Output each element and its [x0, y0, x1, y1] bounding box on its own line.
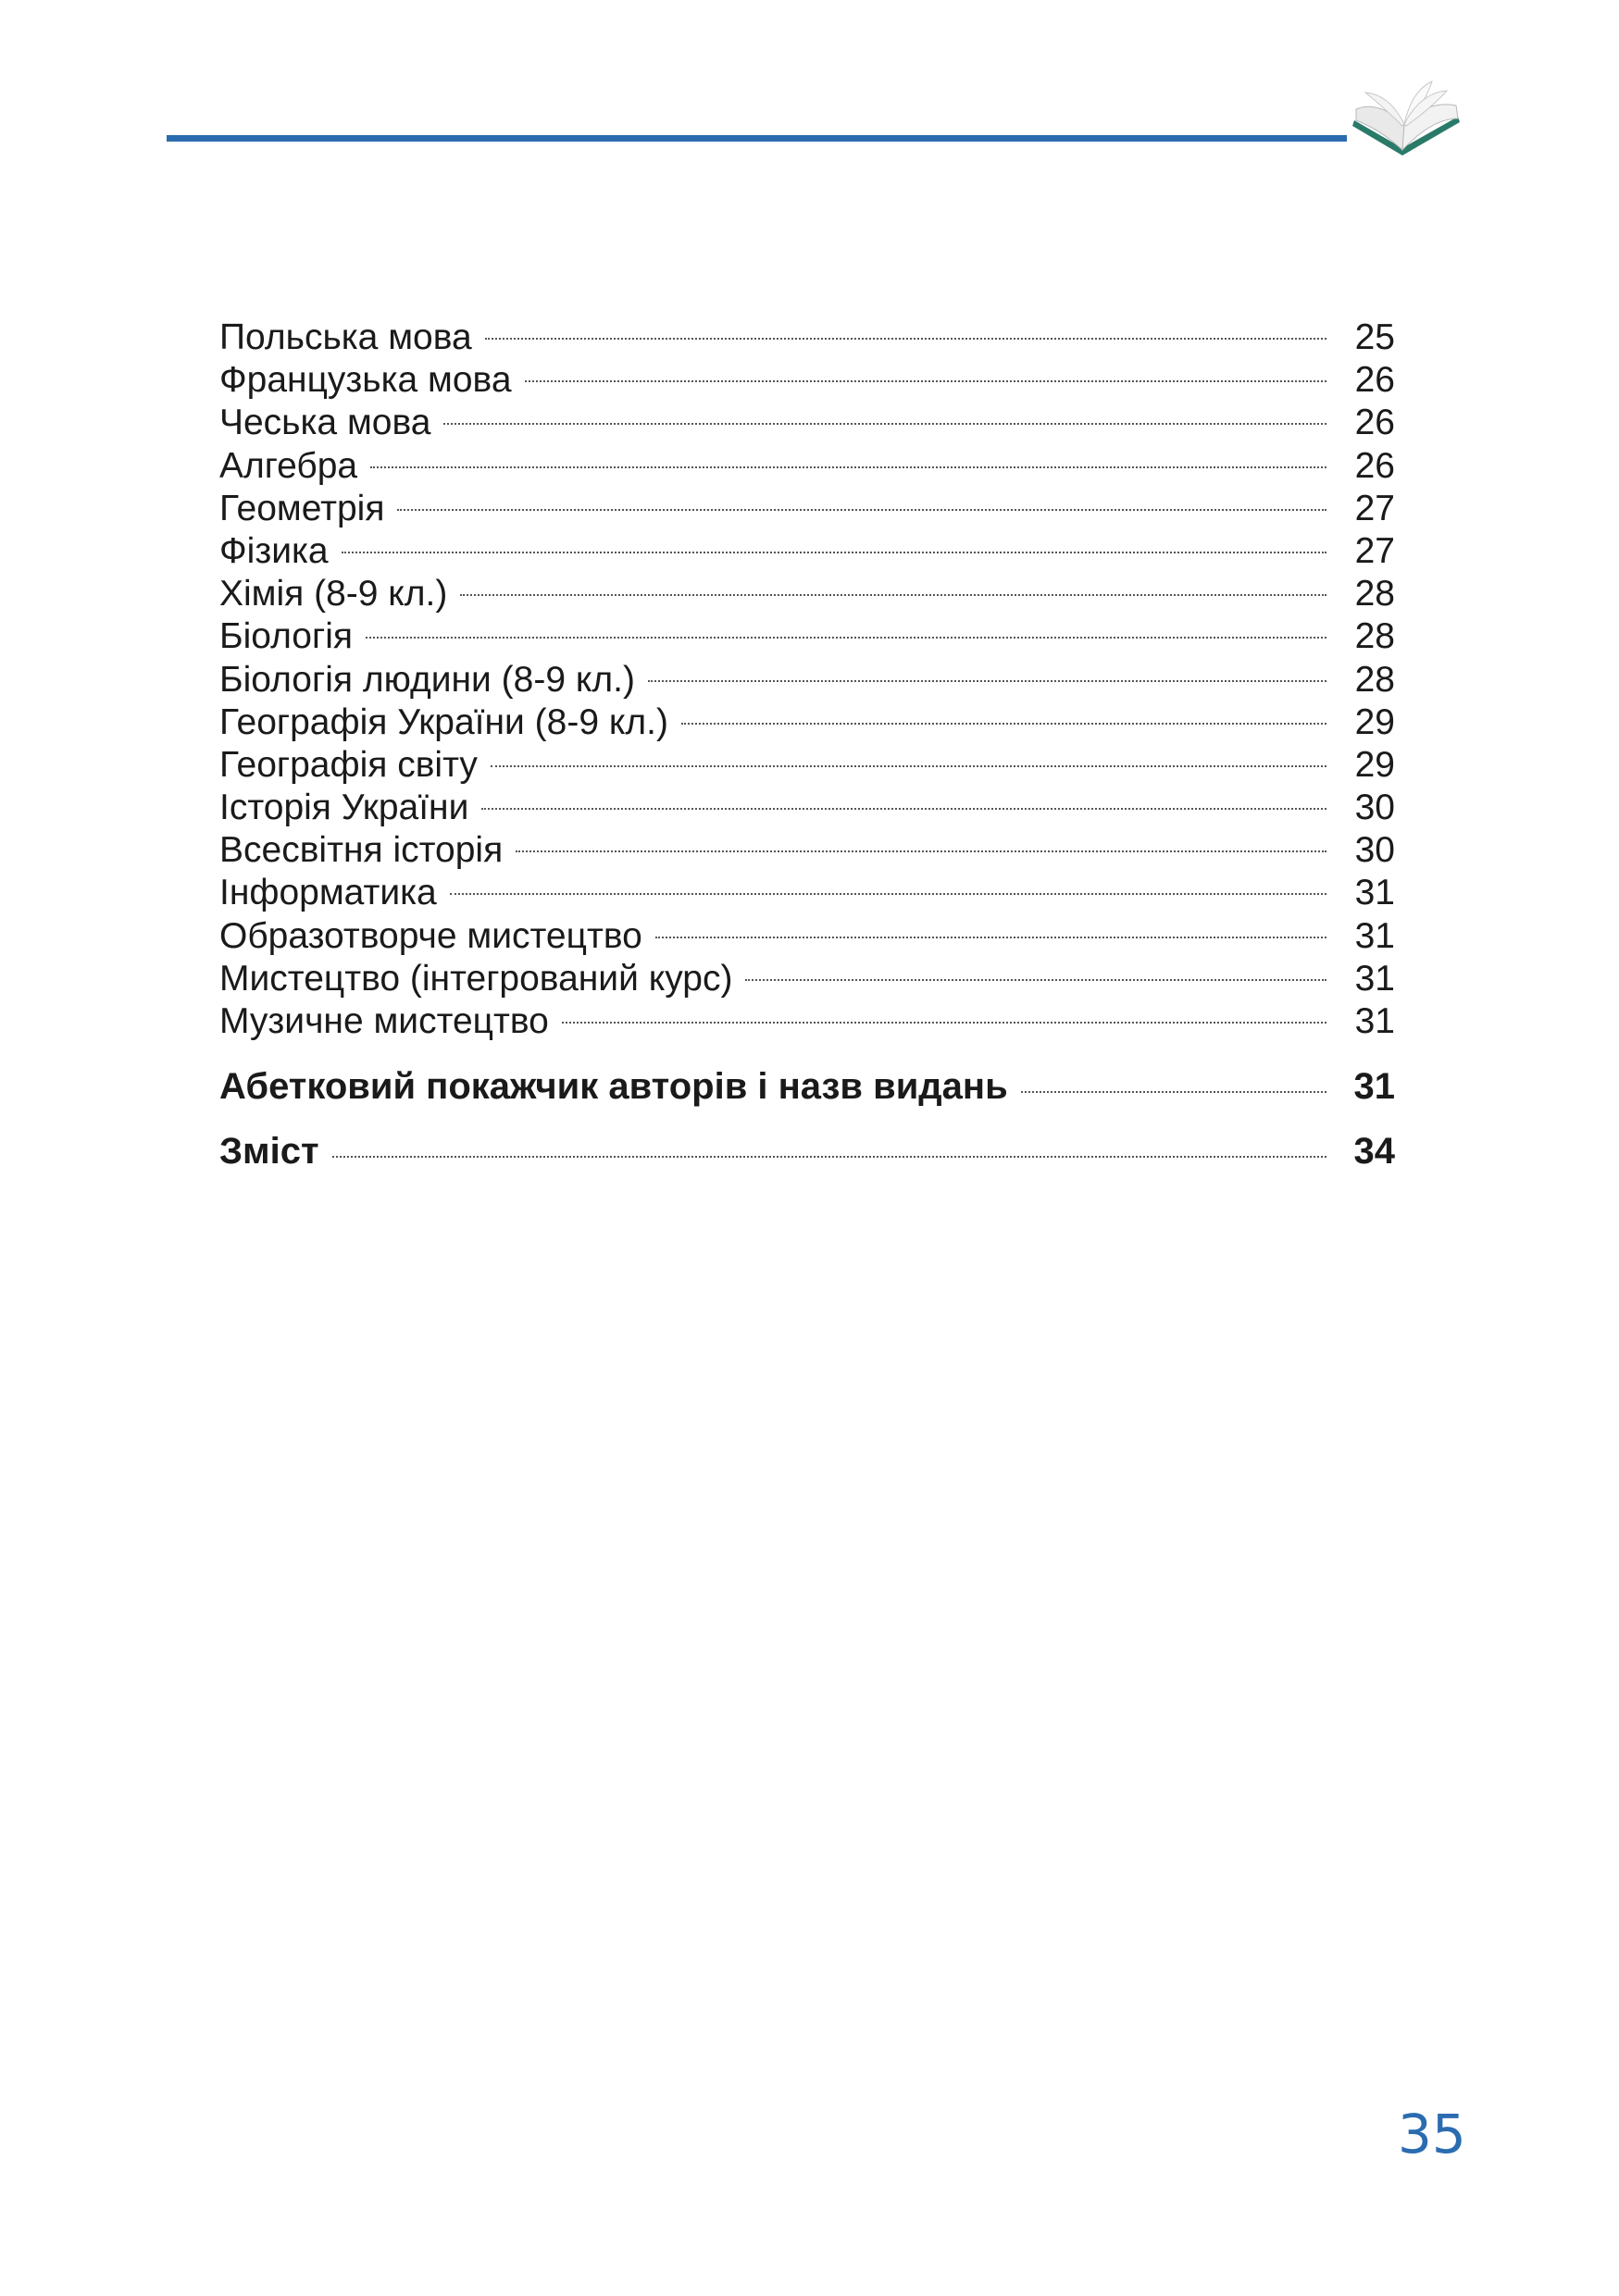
toc-entry — [219, 359, 1395, 402]
leader-dots — [745, 979, 1326, 981]
toc-entry-page: 27 — [1354, 530, 1395, 571]
toc-entry-page: 26 — [1354, 403, 1395, 443]
toc-entry-page: 29 — [1354, 701, 1395, 742]
toc-entry-label: Географія світу — [219, 744, 478, 785]
leader-dots — [481, 808, 1326, 810]
open-book-icon — [1347, 72, 1467, 165]
toc-contents-page: 34 — [1353, 1131, 1395, 1173]
toc-entry — [219, 573, 1395, 615]
leader-dots — [525, 380, 1326, 382]
toc-index-entry — [219, 1043, 1395, 1108]
toc-entry — [219, 488, 1395, 530]
toc-entry-page: 26 — [1354, 360, 1395, 401]
toc-entry-page: 31 — [1354, 958, 1395, 999]
toc-contents-label: Зміст — [219, 1131, 319, 1173]
toc-contents-entry — [219, 1108, 1395, 1173]
toc-entry-page: 28 — [1354, 616, 1395, 657]
toc-entry-label: Фізика — [219, 530, 329, 571]
leader-dots — [491, 765, 1326, 767]
toc-entry — [219, 402, 1395, 444]
toc-entry-page: 26 — [1354, 445, 1395, 486]
leader-dots — [562, 1022, 1326, 1024]
leader-dots — [370, 466, 1326, 468]
leader-dots — [516, 850, 1326, 852]
toc-entry-page: 30 — [1354, 788, 1395, 828]
leader-dots — [648, 680, 1326, 682]
toc-entry-label: Музичне мистецтво — [219, 1001, 549, 1041]
toc-entry-label: Геометрія — [219, 488, 385, 528]
toc-entry-label: Біологія — [219, 616, 353, 657]
leader-dots — [485, 338, 1326, 340]
toc-entry-label: Географія України (8-9 кл.) — [219, 701, 668, 742]
toc-entry — [219, 958, 1395, 1000]
toc-entry-label: Хімія (8-9 кл.) — [219, 574, 448, 614]
toc-entry — [219, 787, 1395, 829]
toc-entry-page: 27 — [1354, 488, 1395, 528]
leader-dots — [460, 594, 1326, 596]
toc-entry-label: Біологія людини (8-9 кл.) — [219, 659, 635, 700]
toc-entry — [219, 701, 1395, 744]
toc-index-page: 31 — [1353, 1066, 1395, 1108]
toc-index-label: Абетковий покажчик авторів і назв видань — [219, 1066, 1008, 1108]
header-rule — [167, 135, 1347, 142]
leader-dots — [443, 423, 1326, 425]
toc-entry — [219, 445, 1395, 488]
leader-dots — [397, 509, 1326, 511]
toc-entry-page: 29 — [1354, 744, 1395, 785]
toc-entry-label: Чеська мова — [219, 403, 431, 443]
toc-entry-label: Мистецтво (інтегрований курс) — [219, 958, 733, 999]
toc-entry — [219, 659, 1395, 701]
toc-entry-page: 31 — [1354, 1001, 1395, 1041]
toc-entry-label: Історія України — [219, 788, 469, 828]
toc-entry — [219, 316, 1395, 359]
toc-entry-label: Алгебра — [219, 445, 358, 486]
toc-entry — [219, 744, 1395, 787]
leader-dots — [655, 937, 1326, 938]
toc-entry — [219, 829, 1395, 872]
toc-entry-page: 25 — [1354, 317, 1395, 357]
page-number: 35 — [1398, 2103, 1466, 2166]
toc-entry-page: 28 — [1354, 659, 1395, 700]
toc-entry — [219, 1000, 1395, 1043]
toc-entry — [219, 530, 1395, 573]
leader-dots — [342, 552, 1326, 553]
toc-entry-label: Образотворче мистецтво — [219, 915, 642, 956]
leader-dots — [450, 893, 1326, 895]
toc-entry — [219, 915, 1395, 958]
toc-entry-label: Французька мова — [219, 360, 512, 401]
leader-dots — [366, 637, 1326, 639]
toc-entry-page: 31 — [1354, 873, 1395, 913]
leader-dots — [1021, 1091, 1326, 1093]
toc-entry-label: Всесвітня історія — [219, 830, 504, 871]
toc-entry — [219, 615, 1395, 658]
toc-entry-page: 28 — [1354, 574, 1395, 614]
toc-entry — [219, 872, 1395, 914]
leader-dots — [681, 723, 1326, 725]
leader-dots — [332, 1156, 1326, 1158]
toc-entry-label: Інформатика — [219, 873, 437, 913]
toc-entry-label: Польська мова — [219, 317, 472, 357]
toc-entry-page: 31 — [1354, 915, 1395, 956]
toc-entry-page: 30 — [1354, 830, 1395, 871]
table-of-contents — [219, 316, 1395, 1173]
